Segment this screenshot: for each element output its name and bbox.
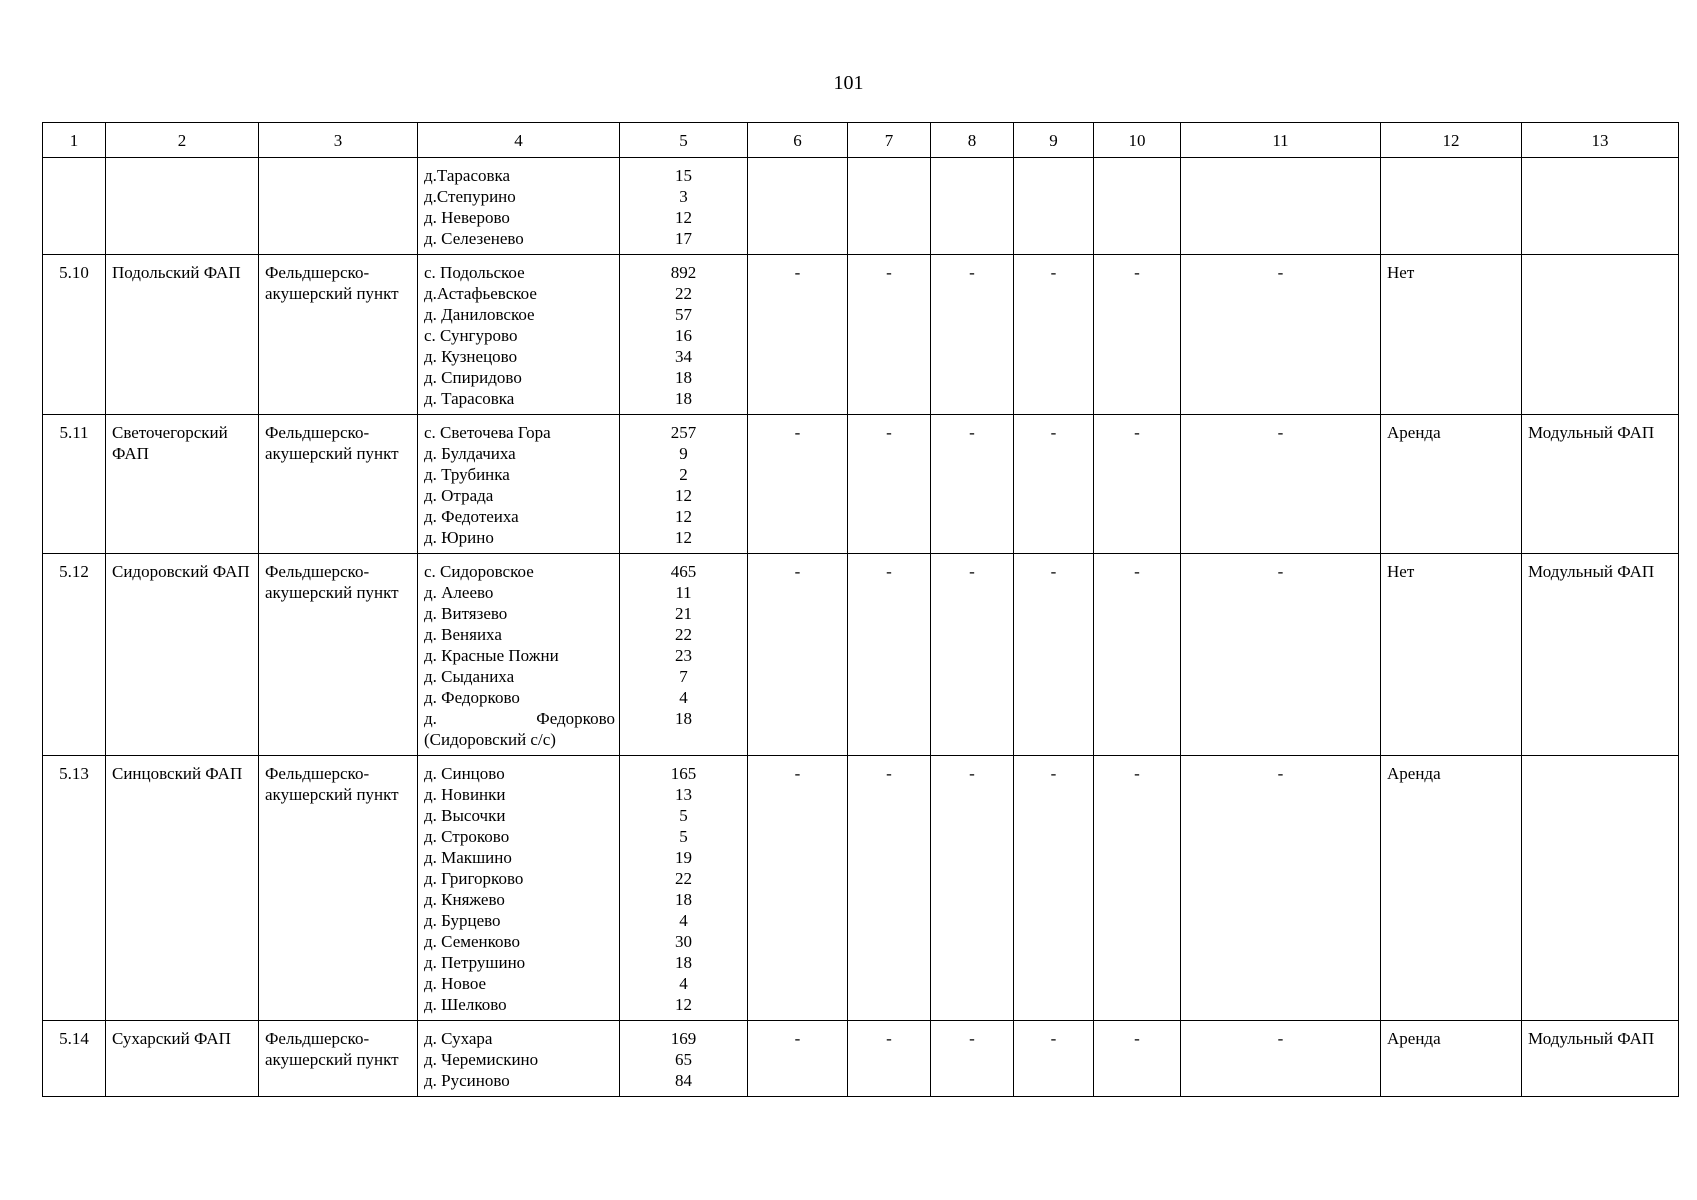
column-header: 8 [931,123,1014,158]
settlement-note: (Сидоровский с/с) [424,730,556,749]
column-header: 11 [1181,123,1381,158]
population-count: 18 [675,890,692,909]
page-number: 101 [833,72,864,94]
settlement-name: д. Черемискино [424,1050,539,1069]
population-count: 65 [675,1050,692,1069]
population-count: 9 [679,444,688,463]
column-header: 6 [748,123,848,158]
population-count: 5 [679,827,688,846]
settlement-name: д. Новое [424,974,487,993]
settlements-cell [418,554,620,756]
value-c11: - [1181,756,1381,1021]
settlement-name: д. Кузнецово [424,347,518,366]
ownership-status: Нет [1381,255,1522,415]
facility-name: Сидоровский ФАП [106,554,259,756]
settlement-main: Федорково [536,709,615,728]
column-header: 3 [259,123,418,158]
settlement-name: д. Булдачиха [424,444,516,463]
settlement-name: д. Трубинка [424,465,510,484]
population-count: 892 [670,263,697,282]
facility-name [106,158,259,255]
ownership-status: Аренда [1381,1021,1522,1097]
value-c7 [848,158,931,255]
value-c9: - [1014,756,1094,1021]
value-c10: - [1094,756,1181,1021]
settlement-name: с. Сунгурово [424,326,518,345]
settlement-name: д.Степурино [424,187,516,206]
facility-type: Фельдшерско-акушерский пункт [259,415,418,554]
population-count: 257 [670,423,697,442]
row-number: 5.13 [43,756,106,1021]
population-count: 22 [675,625,692,644]
table-row [43,756,1679,1021]
settlement-prefix: д. [424,709,437,728]
settlement-name: д. Петрушино [424,953,526,972]
value-c9 [1014,158,1094,255]
notes: Модульный ФАП [1522,415,1679,554]
value-c10: - [1094,415,1181,554]
population-count: 3 [679,187,688,206]
value-c10: - [1094,255,1181,415]
settlement-name: д. Отрада [424,486,494,505]
population-count: 18 [675,389,692,408]
row-number: 5.12 [43,554,106,756]
value-c8 [931,158,1014,255]
settlement-name: д. Федорково [424,688,520,707]
value-c6: - [748,1021,848,1097]
notes [1522,255,1679,415]
value-c6: - [748,554,848,756]
value-c8: - [931,255,1014,415]
settlement-name: д. Семенково [424,932,520,951]
value-c10 [1094,158,1181,255]
settlement-name: д.Тарасовка [424,166,511,185]
population-count: 169 [670,1029,697,1048]
column-header: 12 [1381,123,1522,158]
value-c7: - [848,415,931,554]
settlement-name [424,708,615,729]
value-c6: - [748,255,848,415]
population-cell [620,756,748,1021]
population-count: 7 [679,667,688,686]
value-c11: - [1181,415,1381,554]
population-count: 4 [679,688,688,707]
value-c7: - [848,756,931,1021]
population-count: 17 [675,229,692,248]
table-row [43,1021,1679,1097]
ownership-status: Аренда [1381,756,1522,1021]
settlement-name: д. Шелково [424,995,507,1014]
settlements-cell [418,1021,620,1097]
settlement-name: д. Строково [424,827,510,846]
column-header: 5 [620,123,748,158]
settlement-name: д. Княжево [424,890,505,909]
population-cell [620,1021,748,1097]
population-count: 465 [670,562,697,581]
value-c8: - [931,554,1014,756]
population-count: 13 [675,785,692,804]
population-count: 19 [675,848,692,867]
row-number: 5.14 [43,1021,106,1097]
value-c10: - [1094,1021,1181,1097]
notes: Модульный ФАП [1522,1021,1679,1097]
population-count: 30 [675,932,692,951]
population-cell [620,255,748,415]
value-c6 [748,158,848,255]
settlements-cell [418,255,620,415]
settlement-name: с. Светочева Гора [424,423,551,442]
settlement-name: д. Веняиха [424,625,502,644]
population-count: 4 [679,974,688,993]
value-c6: - [748,415,848,554]
notes [1522,158,1679,255]
settlement-name: д. Юрино [424,528,494,547]
column-number-row [43,123,1679,158]
settlement-name: д. Алеево [424,583,494,602]
facility-name: Подольский ФАП [106,255,259,415]
ownership-status: Нет [1381,554,1522,756]
settlement-name: д. Макшино [424,848,512,867]
table-row [43,255,1679,415]
settlement-name: д. Григорково [424,869,524,888]
value-c8: - [931,756,1014,1021]
value-c10: - [1094,554,1181,756]
notes [1522,756,1679,1021]
value-c11 [1181,158,1381,255]
facility-name: Синцовский ФАП [106,756,259,1021]
settlement-name: д. Синцово [424,764,505,783]
value-c9: - [1014,415,1094,554]
population-count: 21 [675,604,692,623]
facility-name: Сухарский ФАП [106,1021,259,1097]
population-count: 12 [675,486,692,505]
settlement-name: д. Даниловское [424,305,535,324]
population-count: 23 [675,646,692,665]
row-number: 5.11 [43,415,106,554]
population-count: 12 [675,528,692,547]
population-cell [620,554,748,756]
table-row [43,415,1679,554]
column-header: 2 [106,123,259,158]
settlement-name: д. Новинки [424,785,506,804]
value-c9: - [1014,1021,1094,1097]
population-count: 5 [679,806,688,825]
value-c7: - [848,554,931,756]
column-header: 4 [418,123,620,158]
facility-type: Фельдшерско-акушерский пункт [259,756,418,1021]
column-header: 13 [1522,123,1679,158]
settlement-name: д. Селезенево [424,229,524,248]
value-c6: - [748,756,848,1021]
settlement-name: д. Федотеиха [424,507,519,526]
value-c8: - [931,415,1014,554]
notes: Модульный ФАП [1522,554,1679,756]
facility-type: Фельдшерско-акушерский пункт [259,1021,418,1097]
population-count: 12 [675,507,692,526]
column-header: 7 [848,123,931,158]
population-cell [620,415,748,554]
facility-type [259,158,418,255]
population-count: 22 [675,869,692,888]
settlement-name: д. Сыданиха [424,667,515,686]
facilities-table [42,122,1679,1097]
settlement-name: д. Русиново [424,1071,510,1090]
column-header: 9 [1014,123,1094,158]
settlements-cell [418,756,620,1021]
settlement-name: д. Высочки [424,806,506,825]
value-c8: - [931,1021,1014,1097]
ownership-status: Аренда [1381,415,1522,554]
settlement-name: д.Астафьевское [424,284,537,303]
value-c11: - [1181,1021,1381,1097]
population-count: 2 [679,465,688,484]
settlement-name: д. Спиридово [424,368,522,387]
settlement-name: д. Витязево [424,604,508,623]
facility-type: Фельдшерско-акушерский пункт [259,255,418,415]
row-number [43,158,106,255]
population-count: 12 [675,995,692,1014]
settlement-name: д. Сухара [424,1029,493,1048]
value-c7: - [848,255,931,415]
population-count: 16 [675,326,692,345]
settlement-name: д. Бурцево [424,911,501,930]
column-header: 10 [1094,123,1181,158]
population-count: 11 [675,583,692,602]
settlements-cell [418,415,620,554]
column-header: 1 [43,123,106,158]
population-count: 18 [675,368,692,387]
value-c9: - [1014,554,1094,756]
population-cell [620,158,748,255]
value-c9: - [1014,255,1094,415]
settlement-name: с. Сидоровское [424,562,534,581]
value-c11: - [1181,255,1381,415]
settlements-cell [418,158,620,255]
population-count: 18 [675,953,692,972]
population-count: 18 [675,709,692,728]
value-c11: - [1181,554,1381,756]
settlement-name: д. Неверово [424,208,510,227]
population-count: 165 [670,764,697,783]
population-count: 22 [675,284,692,303]
value-c7: - [848,1021,931,1097]
table-row [43,158,1679,255]
settlement-name: д. Тарасовка [424,389,515,408]
population-count: 34 [675,347,692,366]
settlement-name: д. Красные Пожни [424,646,559,665]
population-count: 15 [675,166,692,185]
ownership-status [1381,158,1522,255]
population-count: 12 [675,208,692,227]
row-number: 5.10 [43,255,106,415]
table-row [43,554,1679,756]
settlement-name: с. Подольское [424,263,525,282]
facility-type: Фельдшерско-акушерский пункт [259,554,418,756]
facility-name: Светочегорский ФАП [106,415,259,554]
population-count: 57 [675,305,692,324]
population-count: 4 [679,911,688,930]
population-count: 84 [675,1071,692,1090]
